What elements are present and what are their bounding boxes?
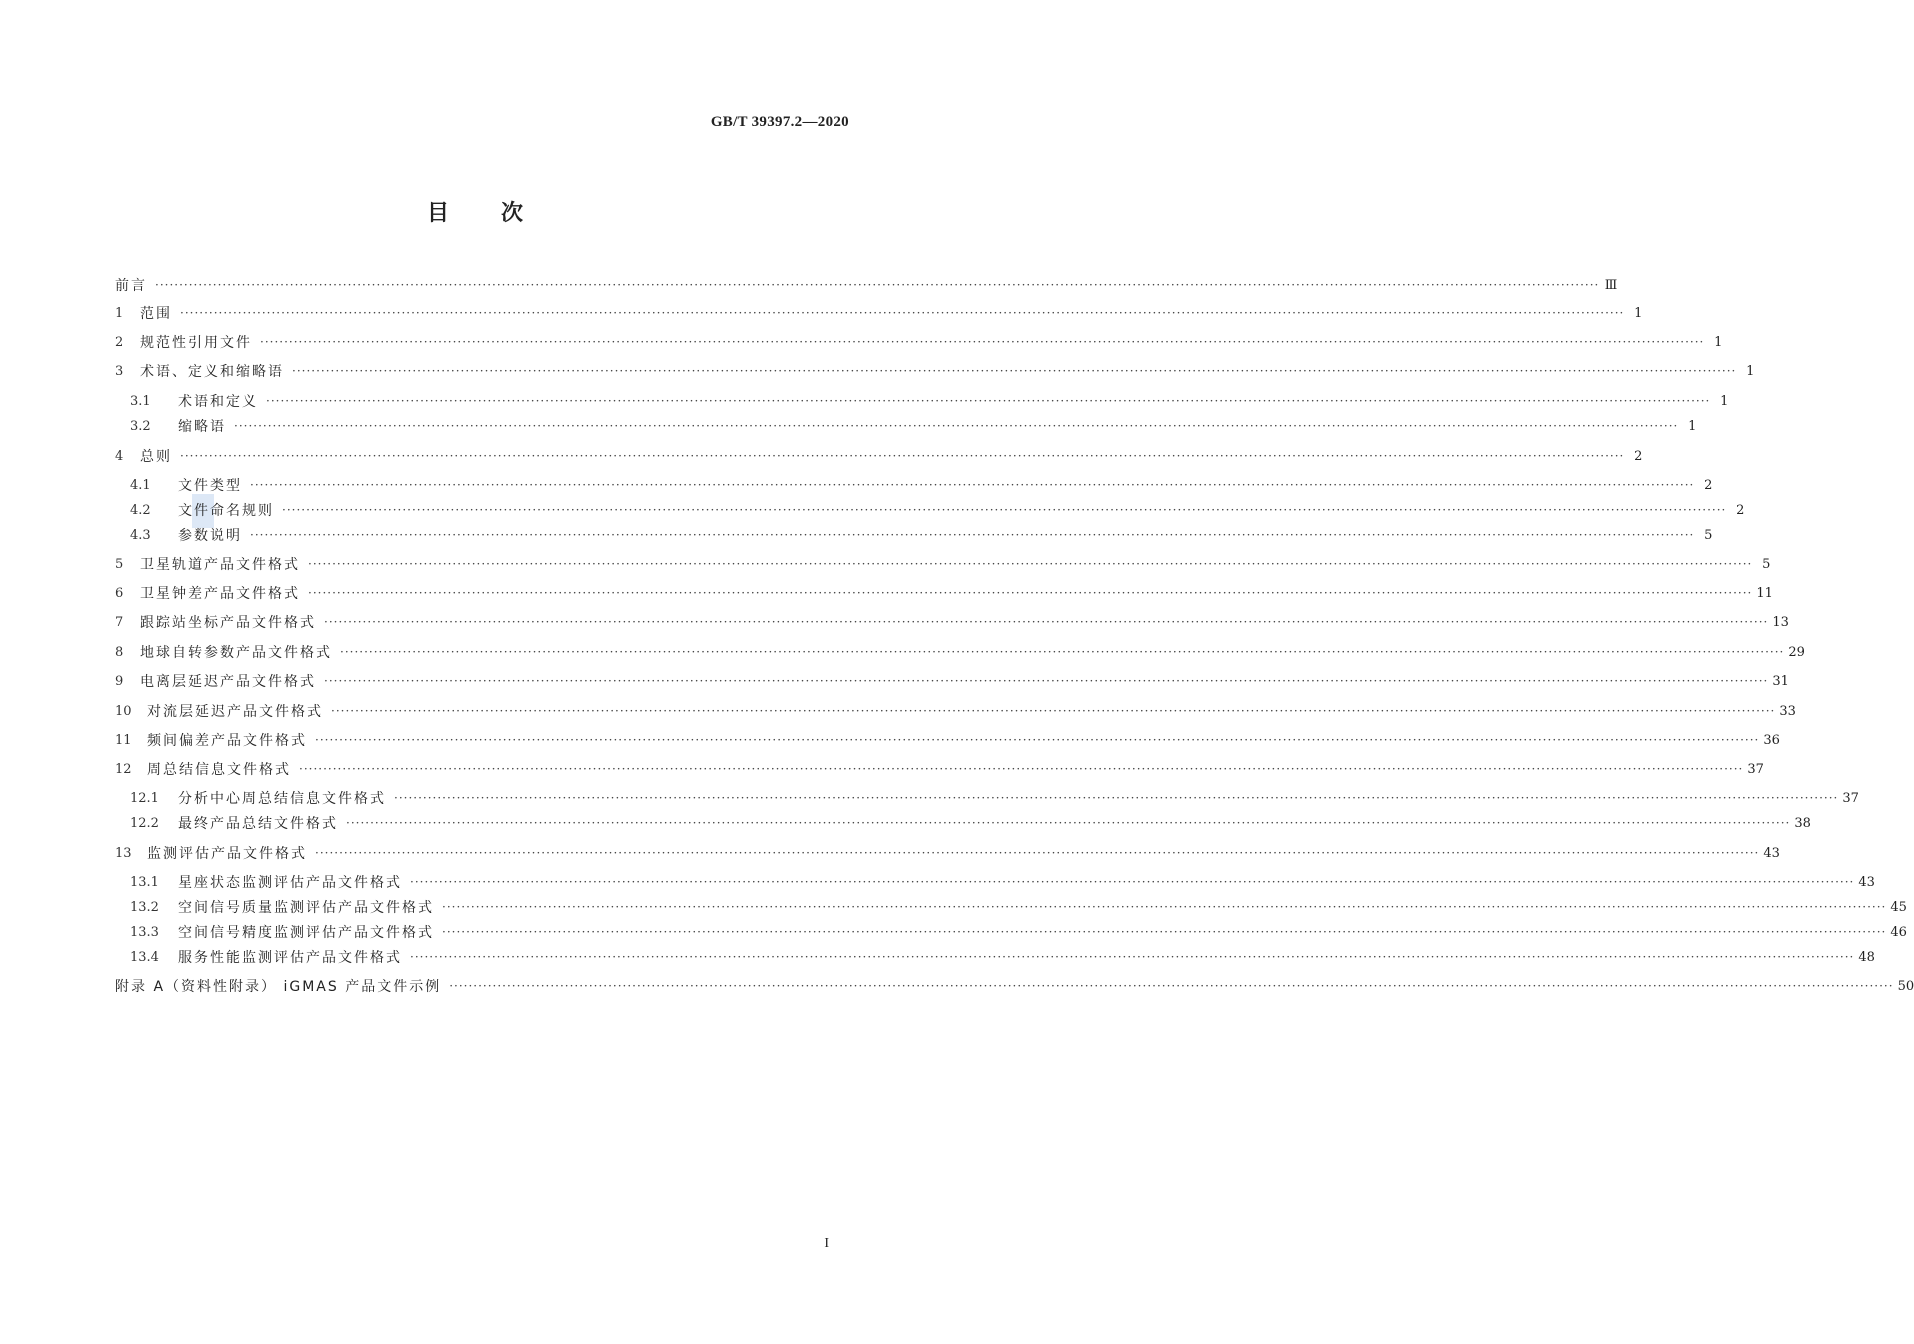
toc-entry-title: 附录 A（资料性附录） iGMAS 产品文件示例 (115, 979, 442, 995)
toc-entry-title: 周总结信息文件格式 (147, 762, 291, 778)
toc-entry[interactable] (130, 476, 1713, 494)
toc-entry-title: 服务性能监测评估产品文件格式 (178, 950, 402, 966)
toc-leader-dots: ············································································································································································································································································································ (155, 278, 1600, 292)
toc-leader-dots: ············································································································································································································································································································ (442, 925, 1887, 939)
toc-entry[interactable] (115, 844, 1780, 862)
toc-leader-dots: ············································································································································································································································································································ (324, 615, 1769, 629)
toc-entry-title: 文件类型 (178, 478, 242, 494)
toc-entry-page: 2 (1736, 502, 1745, 518)
toc-entry[interactable] (115, 362, 1755, 380)
toc-leader-dots: ············································································································································································································································································································ (250, 478, 1695, 492)
toc-entry-title: 文件命名规则 (178, 503, 274, 519)
toc-entry-page: 1 (1688, 418, 1697, 434)
toc-entry-title: 规范性引用文件 (140, 335, 252, 351)
toc-entry[interactable] (115, 555, 1771, 573)
toc-entry[interactable] (130, 501, 1745, 519)
toc-leader-dots: ············································································································································································································································································································ (410, 875, 1855, 889)
toc-entry-title: 空间信号精度监测评估产品文件格式 (178, 925, 434, 941)
page-title: 目次 (426, 201, 575, 226)
toc-entry-number: 4 (115, 448, 124, 464)
toc-entry-number: 13.2 (130, 899, 159, 915)
toc-entry-title: 对流层延迟产品文件格式 (147, 704, 323, 720)
toc-leader-dots: ············································································································································································································································································································ (292, 364, 1737, 378)
toc-entry-page: 2 (1634, 448, 1643, 464)
toc-entry-number: 13.3 (130, 924, 159, 940)
toc-entry-number: 3.2 (130, 418, 151, 434)
toc-entry-page: 1 (1720, 393, 1729, 409)
toc-leader-dots: ············································································································································································································································································································ (324, 674, 1769, 688)
toc-entry[interactable] (130, 392, 1729, 410)
toc-entry[interactable] (115, 333, 1723, 351)
toc-entry-title: 总则 (140, 449, 172, 465)
toc-entry-number: 7 (115, 614, 124, 630)
toc-entry-number: 6 (115, 585, 124, 601)
toc-entry-number: 4.2 (130, 502, 151, 518)
toc-leader-dots: ············································································································································································································································································································ (346, 816, 1791, 830)
toc-entry[interactable] (115, 643, 1805, 661)
toc-entry-title: 最终产品总结文件格式 (178, 816, 338, 832)
toc-leader-dots: ············································································································································································································································································································ (449, 979, 1894, 993)
toc-entry-title: 空间信号质量监测评估产品文件格式 (178, 900, 434, 916)
toc-entry-page: 2 (1704, 477, 1713, 493)
toc-entry-number: 13.1 (130, 874, 159, 890)
toc-entry-number: 12.2 (130, 815, 159, 831)
toc-entry-page: 45 (1890, 899, 1907, 915)
toc-entry[interactable] (115, 672, 1789, 690)
toc-entry-page: 1 (1746, 363, 1755, 379)
toc-entry-title: 频间偏差产品文件格式 (147, 733, 307, 749)
toc-entry-title: 前言 (115, 278, 147, 294)
toc-entry-number: 1 (115, 305, 124, 321)
toc-leader-dots: ············································································································································································································································································································ (234, 419, 1679, 433)
toc-entry-page: 36 (1763, 732, 1780, 748)
toc-leader-dots: ············································································································································································································································································································ (315, 733, 1760, 747)
toc-entry-number: 13.4 (130, 949, 159, 965)
toc-entry-number: 13 (115, 845, 132, 861)
toc-leader-dots: ············································································································································································································································································································ (340, 645, 1785, 659)
toc-entry-number: 2 (115, 334, 124, 350)
toc-entry-page: 38 (1794, 815, 1811, 831)
toc-entry-page: 37 (1842, 790, 1859, 806)
toc-entry-title: 术语和定义 (178, 394, 258, 410)
toc-entry[interactable] (130, 873, 1875, 891)
toc-entry-page: 46 (1890, 924, 1907, 940)
toc-entry-page: 33 (1779, 703, 1796, 719)
toc-leader-dots: ············································································································································································································································································································ (308, 557, 1753, 571)
toc-entry-number: 5 (115, 556, 124, 572)
toc-entry-number: 3.1 (130, 393, 151, 409)
toc-entry-title: 参数说明 (178, 528, 242, 544)
toc-entry-title: 卫星轨道产品文件格式 (140, 557, 300, 573)
toc-entry-title: 范围 (140, 306, 172, 322)
toc-entry-number: 8 (115, 644, 124, 660)
toc-entry-title: 地球自转参数产品文件格式 (140, 645, 332, 661)
toc-leader-dots: ············································································································································································································································································································ (282, 503, 1727, 517)
toc-entry[interactable] (130, 814, 1811, 832)
toc-entry-number: 4.1 (130, 477, 151, 493)
toc-entry-number: 12.1 (130, 790, 159, 806)
toc-leader-dots: ············································································································································································································································································································ (442, 900, 1887, 914)
toc-entry-page: 5 (1704, 527, 1713, 543)
toc-entry-page: 37 (1747, 761, 1764, 777)
toc-leader-dots: ············································································································································································································································································································ (331, 704, 1776, 718)
toc-entry[interactable] (115, 760, 1764, 778)
toc-entry[interactable] (115, 977, 1914, 995)
toc-entry[interactable] (115, 584, 1773, 602)
toc-entry-page: 11 (1756, 585, 1773, 601)
toc-entry-title: 电离层延迟产品文件格式 (140, 674, 316, 690)
toc-entry-number: 11 (115, 732, 132, 748)
standard-code: GB/T 39397.2—2020 (710, 114, 849, 130)
toc-entry-title: 术语、定义和缩略语 (140, 364, 284, 380)
toc-entry-page: 43 (1763, 845, 1780, 861)
toc-entry[interactable] (130, 789, 1859, 807)
toc-entry-title: 缩略语 (178, 419, 226, 435)
toc-entry[interactable] (130, 417, 1697, 435)
toc-leader-dots: ············································································································································································································································································································ (394, 791, 1839, 805)
toc-leader-dots: ············································································································································································································································································································ (308, 586, 1753, 600)
toc-entry-number: 4.3 (130, 527, 151, 543)
toc-entry-page: 31 (1772, 673, 1789, 689)
toc-entry-page: 1 (1714, 334, 1723, 350)
toc-leader-dots: ············································································································································································································································································································ (410, 950, 1855, 964)
toc-entry[interactable] (115, 304, 1643, 322)
toc-entry[interactable] (130, 948, 1875, 966)
toc-leader-dots: ············································································································································································································································································································ (260, 335, 1705, 349)
toc-entry[interactable] (115, 731, 1780, 749)
toc-entry[interactable] (130, 923, 1907, 941)
toc-entry-page: 5 (1762, 556, 1771, 572)
toc-leader-dots: ············································································································································································································································································································ (180, 306, 1625, 320)
toc-entry-page: 48 (1858, 949, 1875, 965)
toc-entry[interactable] (130, 898, 1907, 916)
toc-entry-number: 12 (115, 761, 132, 777)
toc-entry-page: 29 (1788, 644, 1805, 660)
toc-entry[interactable] (115, 447, 1643, 465)
toc-entry-title: 跟踪站坐标产品文件格式 (140, 615, 316, 631)
toc-entry[interactable] (115, 613, 1789, 631)
toc-entry-title: 分析中心周总结信息文件格式 (178, 791, 386, 807)
toc-leader-dots: ············································································································································································································································································································ (180, 449, 1625, 463)
toc-entry-number: 9 (115, 673, 124, 689)
toc-entry[interactable] (115, 702, 1796, 720)
toc-entry-page: 1 (1634, 305, 1643, 321)
toc-leader-dots: ············································································································································································································································································································ (315, 846, 1760, 860)
toc-leader-dots: ············································································································································································································································································································ (299, 762, 1744, 776)
toc-entry-title: 卫星钟差产品文件格式 (140, 586, 300, 602)
toc-entry-page: 43 (1858, 874, 1875, 890)
toc-entry[interactable] (115, 276, 1618, 294)
toc-entry-number: 3 (115, 363, 124, 379)
toc-entry-page: 13 (1772, 614, 1789, 630)
toc-entry[interactable] (130, 526, 1713, 544)
page-number: I (824, 1236, 829, 1251)
toc-entry-title: 监测评估产品文件格式 (147, 846, 307, 862)
toc-leader-dots: ············································································································································································································································································································ (250, 528, 1695, 542)
toc-entry-page: 50 (1897, 978, 1914, 994)
toc-entry-page: Ⅲ (1604, 277, 1618, 293)
toc-leader-dots: ············································································································································································································································································································ (266, 394, 1711, 408)
toc-entry-number: 10 (115, 703, 132, 719)
toc-entry-title: 星座状态监测评估产品文件格式 (178, 875, 402, 891)
